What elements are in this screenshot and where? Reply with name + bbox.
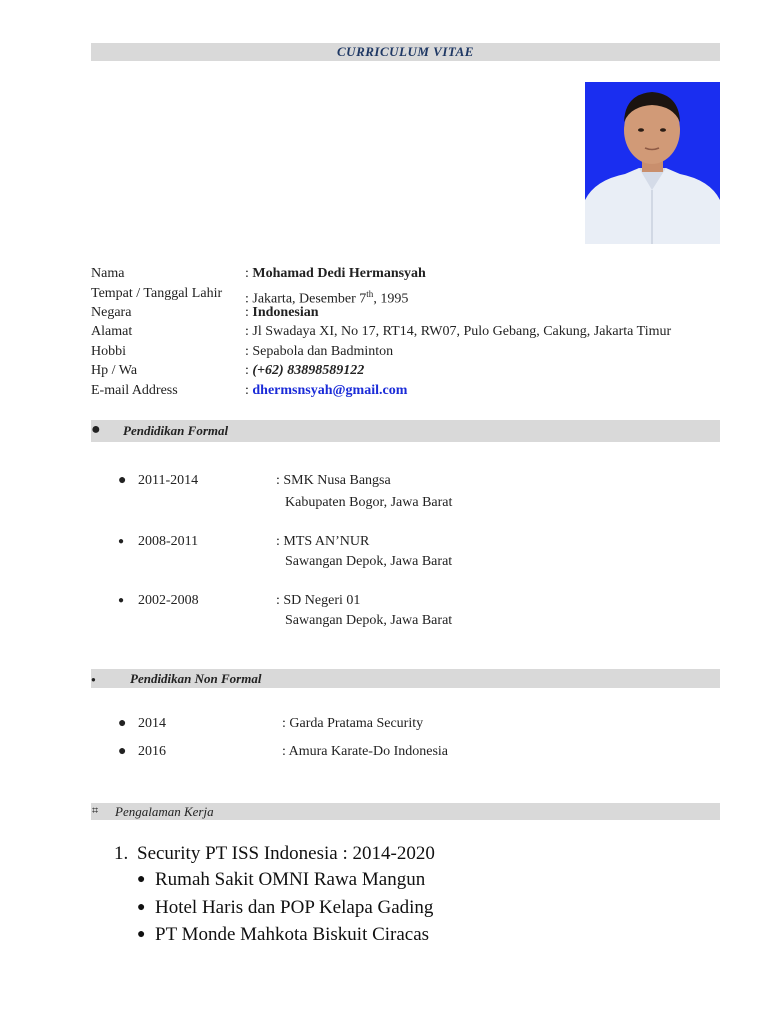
address-value: Jl Swadaya XI, No 17, RT14, RW07, Pulo Gebang, Cakung, Jakarta Timur bbox=[252, 324, 672, 339]
course-detail: : Amura Karate-Do Indonesia bbox=[282, 744, 448, 759]
edu-location: Sawangan Depok, Jawa Barat bbox=[285, 613, 453, 628]
email-link[interactable]: dhermsnsyah@gmail.com bbox=[252, 383, 408, 398]
info-label: Hp / Wa bbox=[91, 363, 138, 378]
info-label: Negara bbox=[91, 305, 132, 320]
course-detail: : Garda Pratama Security bbox=[282, 716, 424, 731]
hobby-value: Sepabola dan Badminton bbox=[252, 344, 394, 359]
work-location: PT Monde Mahkota Biskuit Ciracas bbox=[155, 924, 430, 945]
separator: : bbox=[245, 305, 253, 320]
info-value bbox=[245, 362, 364, 380]
birth-value: Jakarta, Desember 7 bbox=[252, 291, 367, 307]
info-label: Tempat / Tanggal Lahir bbox=[91, 286, 223, 301]
work-location: Hotel Haris dan POP Kelapa Gading bbox=[155, 897, 434, 918]
course-year: 2016 bbox=[138, 744, 166, 759]
edu-school: : SMK Nusa Bangsa bbox=[276, 473, 391, 488]
work-location: Rumah Sakit OMNI Rawa Mangun bbox=[155, 869, 426, 890]
edu-year: 2011-2014 bbox=[138, 473, 199, 488]
info-value bbox=[245, 265, 426, 283]
bullet-icon: ● bbox=[118, 536, 125, 547]
info-value bbox=[245, 304, 319, 322]
separator: : bbox=[245, 363, 253, 378]
bullet-icon: ● bbox=[118, 716, 127, 731]
edu-school: : SD Negeri 01 bbox=[276, 593, 361, 608]
bullet-icon: ● bbox=[118, 595, 125, 606]
separator: : bbox=[245, 291, 253, 307]
separator: : bbox=[245, 383, 253, 398]
bullet-icon: ● bbox=[118, 744, 127, 759]
work-experience-header bbox=[91, 803, 720, 820]
bullet-icon: ● bbox=[118, 473, 127, 488]
separator: : bbox=[245, 266, 253, 281]
phone-value: (+62) 83898589122 bbox=[252, 363, 365, 378]
bullet-icon: ● bbox=[137, 872, 146, 887]
bullet-icon: ● bbox=[137, 900, 146, 915]
info-value bbox=[245, 382, 407, 400]
country-value: Indonesian bbox=[252, 305, 319, 320]
document-title: CURRICULUM VITAE bbox=[337, 44, 474, 59]
course-year: 2014 bbox=[138, 716, 166, 731]
title-bar bbox=[91, 43, 720, 61]
ordinal-suffix: th bbox=[366, 289, 374, 299]
work-main: Security PT ISS Indonesia : 2014-2020 bbox=[137, 843, 435, 864]
info-value bbox=[245, 343, 393, 361]
formal-education-header bbox=[91, 420, 720, 442]
section-title: Pendidikan Formal bbox=[123, 423, 229, 438]
person-portrait-icon bbox=[585, 82, 720, 244]
edu-location: Kabupaten Bogor, Jawa Barat bbox=[285, 495, 453, 510]
square-bullet-icon: ⌗ bbox=[92, 805, 99, 817]
section-title: Pendidikan Non Formal bbox=[130, 671, 262, 686]
info-label: Alamat bbox=[91, 324, 133, 339]
info-value bbox=[245, 323, 671, 341]
edu-year: 2008-2011 bbox=[138, 534, 199, 549]
birth-year: , 1995 bbox=[373, 291, 409, 307]
separator: : bbox=[245, 324, 253, 339]
info-label: Nama bbox=[91, 266, 125, 281]
edu-year: 2002-2008 bbox=[138, 593, 199, 608]
info-label: Hobbi bbox=[91, 344, 126, 359]
edu-location: Sawangan Depok, Jawa Barat bbox=[285, 554, 453, 569]
bullet-icon: ● bbox=[137, 927, 146, 942]
section-title: Pengalaman Kerja bbox=[115, 804, 214, 819]
name-value: Mohamad Dedi Hermansyah bbox=[252, 266, 426, 281]
profile-photo bbox=[585, 82, 720, 244]
info-label: E-mail Address bbox=[91, 383, 178, 398]
bullet-icon: ● bbox=[91, 421, 101, 438]
work-number: 1. bbox=[114, 843, 129, 864]
bullet-icon: ● bbox=[91, 675, 96, 684]
edu-school: : MTS AN’NUR bbox=[276, 534, 370, 549]
separator: : bbox=[245, 344, 253, 359]
nonformal-education-header bbox=[91, 669, 720, 688]
